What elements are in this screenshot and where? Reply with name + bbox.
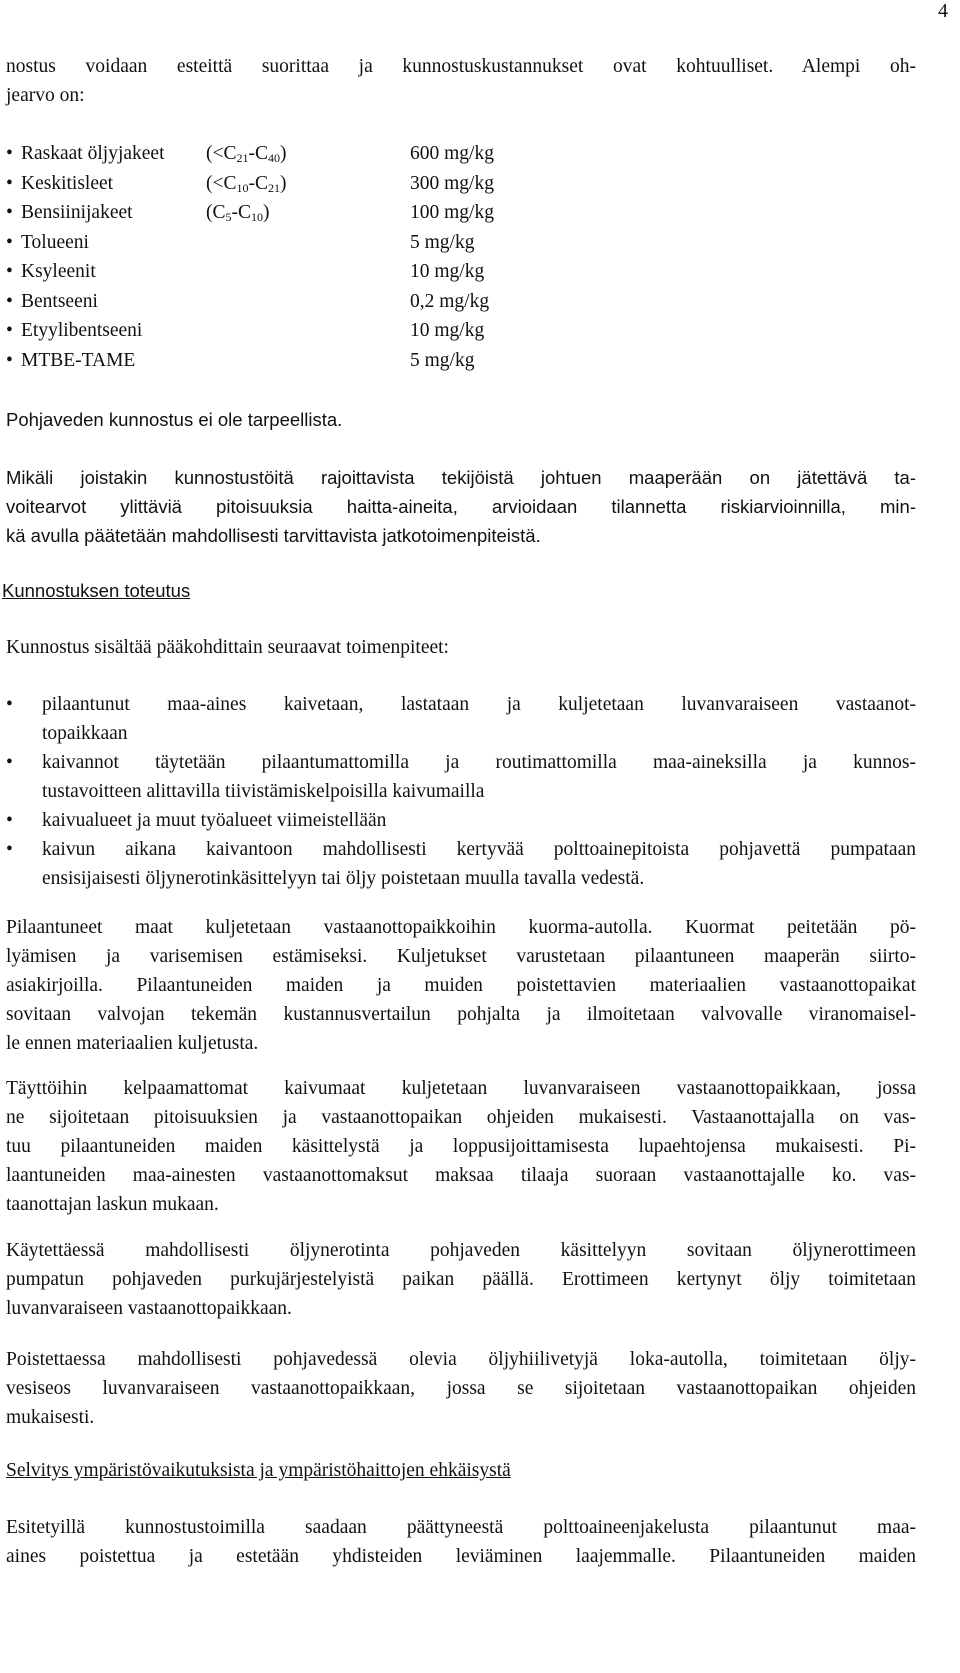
list-item xyxy=(6,690,916,748)
text-line: kaivun aikana kaivantoon mahdollisesti kertyvää polttoainepitoista pohjavettä pumpataan xyxy=(42,839,916,860)
text-line: voitearvot ylittäviä pitoisuuksia haitta-aineita, arvioidaan tilannetta riskiarvioinnilla, min- xyxy=(6,496,916,517)
bullet-icon: • xyxy=(6,694,13,715)
text-line: sovitaan valvojan tekemän kustannusvertailun pohjalta ja ilmoitetaan valvovalle viranomaisel- xyxy=(6,1004,916,1025)
bullet-icon: • xyxy=(6,290,13,312)
substance-name: Tolueeni xyxy=(21,231,89,253)
bullet-icon: • xyxy=(6,202,13,223)
transport-paragraph xyxy=(6,913,916,1058)
text-line: nostus voidaan esteittä suorittaa ja kunnostuskustannukset ovat kohtuulliset. Alempi oh- xyxy=(6,56,916,77)
text-line: jearvo on: xyxy=(6,85,85,106)
limit-row xyxy=(6,228,916,258)
list-item xyxy=(6,806,916,835)
text-line: Mikäli joistakin kunnostustöitä rajoittavista tekijöistä johtuen maaperään on jätettävä ta- xyxy=(6,467,916,488)
text-line: luvanvaraiseen vastaanottopaikkaan. xyxy=(6,1298,292,1319)
unsuitable-soil-paragraph xyxy=(6,1074,916,1219)
list-item xyxy=(6,748,916,806)
section-heading-toteutus xyxy=(2,576,912,605)
measures-list xyxy=(6,690,916,893)
text-line: laantuneiden maa-ainesten vastaanottomaksut maksaa tilaaja suoraan vastaanottajalle ko. vas- xyxy=(6,1165,916,1186)
text-line: aines poistettua ja estetään yhdisteiden leviäminen laajemmalle. Pilaantuneiden maiden xyxy=(6,1546,916,1567)
substance-name: Bensiinijakeet xyxy=(21,202,133,223)
intro-paragraph xyxy=(6,52,916,110)
text-line: le ennen materiaalien kuljetusta. xyxy=(6,1033,259,1054)
limit-row xyxy=(6,198,916,228)
text-line: Käytettäessä mahdollisesti öljynerotinta pohjaveden käsittelyyn sovitaan öljynerottimeen xyxy=(6,1240,916,1261)
carbon-range-text: -C xyxy=(248,143,268,164)
carbon-subscript: 10 xyxy=(251,210,263,224)
limit-value: 5 mg/kg xyxy=(410,231,475,253)
text-line: mukaisesti. xyxy=(6,1407,95,1428)
carbon-subscript: 21 xyxy=(236,151,249,165)
bullet-icon: • xyxy=(6,231,13,253)
text-line: lyämisen ja varisemisen estämiseksi. Kuljetukset varustetaan pilaantuneen maaperän siirto- xyxy=(6,946,916,967)
carbon-range xyxy=(206,169,287,199)
limit-row xyxy=(6,287,916,317)
carbon-range-text: -C xyxy=(248,172,268,194)
page-number: 4 xyxy=(938,0,948,22)
text-line: Esitetyillä kunnostustoimilla saadaan päättyneestä polttoaineenjakelusta pilaantunut maa- xyxy=(6,1517,916,1538)
text-line: kaivualueet ja muut työalueet viimeistellään xyxy=(42,810,387,831)
limit-value: 600 mg/kg xyxy=(410,143,494,164)
heading-text: Selvitys ympäristövaikutuksista ja ympäristöhaittojen ehkäisystä xyxy=(6,1460,511,1481)
substance-name: Bentseeni xyxy=(21,290,98,312)
limit-row xyxy=(6,346,916,376)
hydrocarbon-removal-paragraph xyxy=(6,1345,916,1432)
list-item xyxy=(6,835,916,893)
carbon-subscript: 5 xyxy=(225,210,232,224)
bullet-icon: • xyxy=(6,752,13,773)
limit-value: 10 mg/kg xyxy=(410,320,485,341)
carbon-range-text: (C xyxy=(206,202,226,223)
text-line: taanottajan laskun mukaan. xyxy=(6,1194,219,1215)
text-line: vesiseos luvanvaraiseen vastaanottopaikkaan, jossa se sijoitetaan vastaanottopaikan ohjeiden xyxy=(6,1378,916,1399)
bullet-icon: • xyxy=(6,143,13,164)
limit-row xyxy=(6,316,916,346)
text-line: asiakirjoilla. Pilaantuneiden maiden ja muiden poistettavien materiaalien vastaanottopaikat xyxy=(6,975,916,996)
text-line: Täyttöihin kelpaamattomat kaivumaat kuljetetaan luvanvaraiseen vastaanottopaikkaan, jossa xyxy=(6,1078,916,1099)
limit-value: 300 mg/kg xyxy=(410,172,494,194)
carbon-range-text: (<C xyxy=(206,172,237,194)
carbon-range xyxy=(206,139,287,169)
text-line: tuu pilaantuneiden maiden käsittelystä ja loppusijoittamisesta lupaehtojensa mukaisesti. Pi- xyxy=(6,1136,916,1157)
carbon-range-text: ) xyxy=(280,172,287,194)
substance-name: Ksyleenit xyxy=(21,261,96,282)
text-line: pilaantunut maa-aines kaivetaan, lastataan ja kuljetetaan luvanvaraiseen vastaanot- xyxy=(42,694,916,715)
carbon-range xyxy=(206,198,270,228)
measures-intro xyxy=(6,633,916,662)
text-line: ensisijaisesti öljynerotinkäsittelyyn tai öljy poistetaan muulla tavalla vedestä. xyxy=(42,868,645,889)
limit-value: 100 mg/kg xyxy=(410,202,494,223)
bullet-icon: • xyxy=(6,810,13,831)
heading-text: Kunnostuksen toteutus xyxy=(2,580,191,601)
carbon-range-text: ) xyxy=(263,202,270,223)
bullet-icon: • xyxy=(6,261,13,282)
substance-name: Raskaat öljyjakeet xyxy=(21,143,165,164)
substance-name: MTBE-TAME xyxy=(21,349,136,371)
text-line: tustavoitteen alittavilla tiivistämiskelpoisilla kaivumailla xyxy=(42,781,485,802)
carbon-subscript: 10 xyxy=(236,180,249,195)
carbon-range-text: -C xyxy=(231,202,251,223)
limit-value: 0,2 mg/kg xyxy=(410,290,490,312)
text-line: Kunnostus sisältää pääkohdittain seuraavat toimenpiteet: xyxy=(6,637,449,658)
text-line: Pilaantuneet maat kuljetetaan vastaanottopaikkoihin kuorma-autolla. Kuormat peitetään pö- xyxy=(6,917,916,938)
text-line: Poistettaessa mahdollisesti pohjavedessä olevia öljyhiilivetyjä loka-autolla, toimitetaan öljy- xyxy=(6,1349,916,1370)
text-line: topaikkaan xyxy=(42,723,128,744)
limit-row xyxy=(6,257,916,287)
bullet-icon: • xyxy=(6,349,13,371)
measures-effect-paragraph xyxy=(6,1513,916,1571)
limit-value: 10 mg/kg xyxy=(410,261,485,282)
section-heading-selvitys xyxy=(6,1456,916,1485)
bullet-icon: • xyxy=(6,839,13,860)
bullet-icon: • xyxy=(6,172,13,194)
limit-list xyxy=(6,139,916,375)
text-line: kaivannot täytetään pilaantumattomilla ja routimattomilla maa-aineksilla ja kunnos- xyxy=(42,752,916,773)
remaining-contamination-paragraph xyxy=(6,463,916,550)
groundwater-note xyxy=(6,405,916,434)
text-line: kä avulla päätetään mahdollisesti tarvittavista jatkotoimenpiteistä. xyxy=(6,525,541,546)
carbon-range-text: (<C xyxy=(206,143,237,164)
oil-separator-paragraph xyxy=(6,1236,916,1323)
carbon-range-text: ) xyxy=(280,143,287,164)
text-line: Pohjaveden kunnostus ei ole tarpeellista. xyxy=(6,409,343,430)
substance-name: Keskitisleet xyxy=(21,172,114,194)
bullet-icon: • xyxy=(6,320,13,341)
limit-row xyxy=(6,169,916,199)
text-line: pumpatun pohjaveden purkujärjestelyistä paikan päällä. Erottimeen kertynyt öljy toimitetaan xyxy=(6,1269,916,1290)
substance-name: Etyylibentseeni xyxy=(21,320,143,341)
carbon-subscript: 40 xyxy=(268,151,280,165)
text-line: ne sijoitetaan pitoisuuksien ja vastaanottopaikan ohjeiden mukaisesti. Vastaanottajalla on vas- xyxy=(6,1107,916,1128)
limit-value: 5 mg/kg xyxy=(410,349,475,371)
carbon-subscript: 21 xyxy=(268,180,280,195)
limit-row xyxy=(6,139,916,169)
